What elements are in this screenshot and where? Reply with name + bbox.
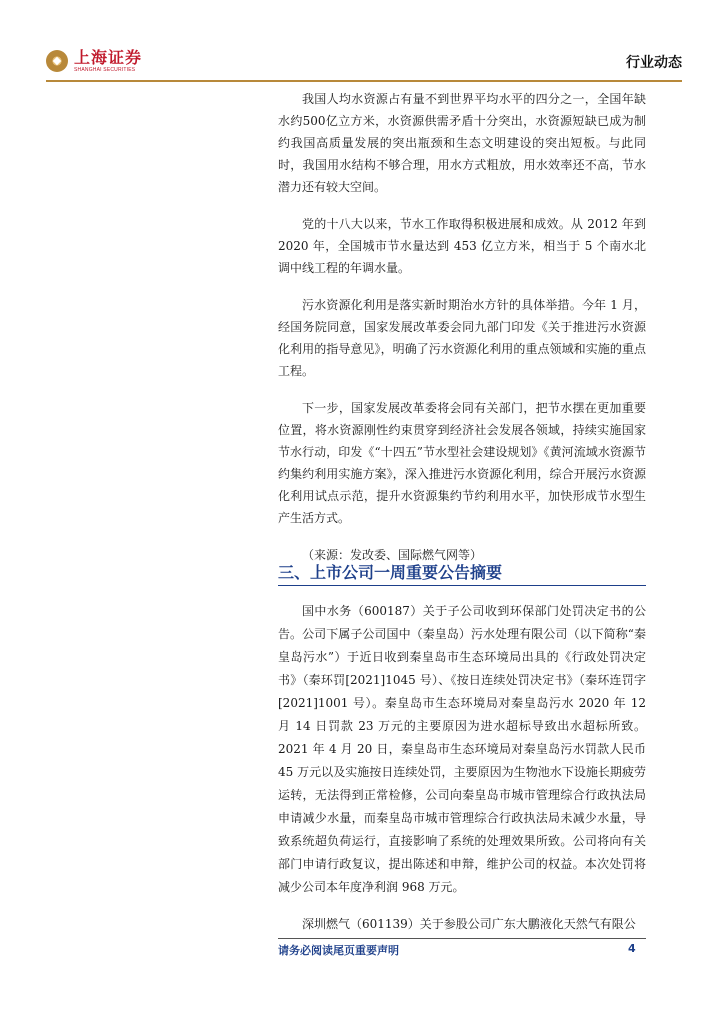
body-paragraph-4: 下一步，国家发展改革委将会同有关部门，把节水摆在更加重要位置，将水资源刚性约束贯穿到经济社会发展各领域，持续实施国家节水行动，印发《“十四五”节水型社会建设规划》《黄河流域水资源节约集约利用实施方案》，深入推进污水资源化利用，综合开展污水资源化利用试点示范，提升水资源集约节约利用水平，加快形成节水型生产生活方式。: [278, 401, 646, 525]
body-paragraph-1: 我国人均水资源占有量不到世界平均水平的四分之一，全国年缺水约500亿立方米，水资源供需矛盾十分突出，水资源短缺已成为制约我国高质量发展的突出瓶颈和生态文明建设的突出短板。与此同时，我国用水结构不够合理，用水方式粗放，用水效率还不高，节水潜力还有较大空间。: [278, 92, 646, 194]
section-heading: 三、上市公司一周重要公告摘要: [278, 563, 503, 582]
logo-chinese-name: 上海证券: [74, 47, 143, 67]
page-number: 4: [628, 942, 636, 955]
logo-text: [74, 47, 143, 73]
company-logo: [46, 42, 142, 80]
header-divider: [46, 80, 682, 82]
disclaimer-notice: 请务必阅读尾页重要声明: [278, 944, 399, 957]
page-header: [46, 42, 682, 80]
body-paragraph-2: 党的十八大以来，节水工作取得积极进展和成效。从 2012 年到 2020 年，全国城市节水量达到 453 亿立方米，相当于 5 个南水北调中线工程的年调水量。: [278, 217, 646, 275]
source-note: （来源：发改委、国际燃气网等）: [302, 548, 483, 562]
footer-divider: [278, 938, 646, 939]
body-text: [278, 88, 646, 566]
logo-emblem-icon: [46, 50, 68, 72]
section-divider: [278, 585, 646, 586]
logo-english-name: SHANGHAI SECURITIES: [74, 66, 136, 73]
announcement-paragraph-2: 深圳燃气（601139）关于参股公司广东大鹏液化天然气有限公: [302, 917, 636, 931]
body-paragraph-3: 污水资源化利用是落实新时期治水方针的具体举措。今年 1 月，经国务院同意，国家发展改革委会同九部门印发《关于推进污水资源化利用的指导意见》，明确了污水资源化利用的重点领域和实施的重点工程。: [278, 298, 646, 378]
announcement-paragraph-1: 国中水务（600187）关于子公司收到环保部门处罚决定书的公告。公司下属子公司国中（秦皇岛）污水处理有限公司（以下简称“秦皇岛污水”）于近日收到秦皇岛市生态环境局出具的《行政处罚决定书》（秦环罚[2021]1045 号）、《按日连续处罚决定书》（秦环连罚字[2021]1001 号）。秦皇岛市生态环境局对秦皇岛污水 2020 年 12 月 14 日罚款 23 万元的主要原因为进水超标导致出水超标所致。2021 年 4 月 20 日，秦皇岛市生态环境局对秦皇岛污水罚款人民币 45 万元以及实施按日连续处罚，主要原因为生物池水下设施长期疲劳运转，无法得到正常检修，公司向秦皇岛市城市管理综合行政执法局申请减少水量，而秦皇岛市城市管理综合行政执法局未减少水量，导致系统超负荷运行，直接影响了系统的处理效果所致。公司将向有关部门申请行政复议，提出陈述和申辩，维护公司的权益。本次处罚将减少公司本年度净利润 968 万元。: [278, 604, 646, 894]
announcement-text: [278, 600, 646, 950]
report-category-title: 行业动态: [626, 55, 682, 71]
